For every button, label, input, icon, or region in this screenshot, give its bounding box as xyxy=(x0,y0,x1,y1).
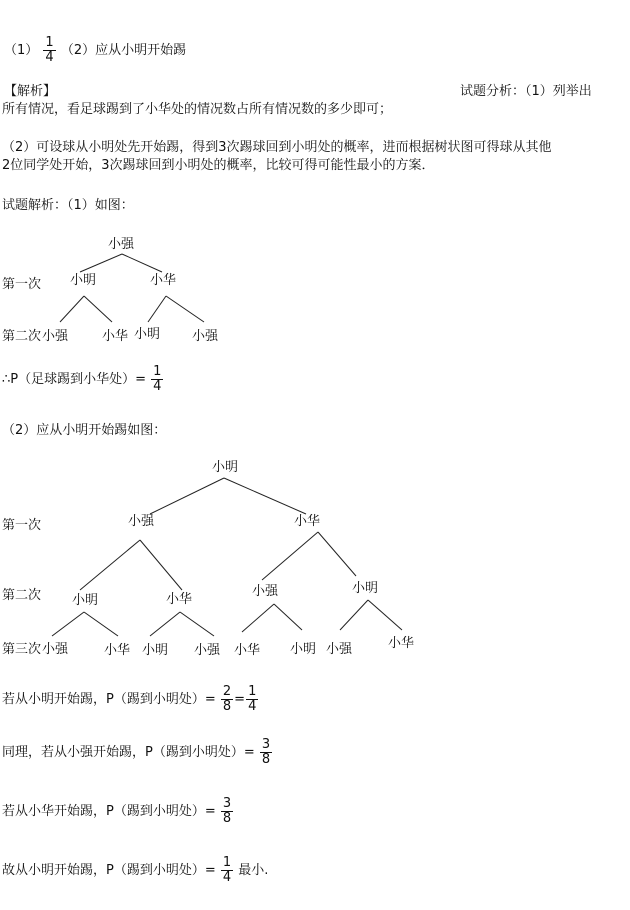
tree2-node: 小明 xyxy=(72,593,99,608)
fraction-denominator: 4 xyxy=(222,870,232,885)
tree-diagram-2-lines xyxy=(0,470,630,670)
tree2-row-label: 第二次 xyxy=(2,588,42,603)
result-fraction xyxy=(221,856,233,885)
tree2-node: 小明 xyxy=(142,643,169,658)
fraction-numerator: 1 xyxy=(248,684,257,699)
tree2-node: 小华 xyxy=(104,643,131,658)
fraction-denominator: 4 xyxy=(248,699,257,714)
answer-fraction xyxy=(43,36,55,65)
tree1-row-label: 第二次 xyxy=(2,329,42,344)
result-conclusion: 最小. xyxy=(238,863,269,878)
result-line-3 xyxy=(2,797,234,826)
fraction-denominator: 8 xyxy=(261,752,271,767)
fraction-denominator: 4 xyxy=(45,50,54,65)
tree2-node: 小明 xyxy=(290,642,317,657)
fraction-denominator: 4 xyxy=(153,379,162,394)
answer-line xyxy=(4,36,186,65)
probability-text: ∴P（足球踢到小华处）= xyxy=(2,372,147,387)
tree2-node: 小华 xyxy=(294,514,321,529)
solution-title: 试题解析：（1）如图： xyxy=(2,198,134,213)
tree2-node: 小强 xyxy=(326,642,353,657)
tree2-node: 小华 xyxy=(234,643,261,658)
fraction-numerator: 3 xyxy=(222,796,232,811)
result-line-2 xyxy=(2,738,273,767)
tree1-root: 小强 xyxy=(108,237,135,252)
part2-title: （2）应从小明开始踢如图： xyxy=(2,423,167,438)
tree2-node: 小明 xyxy=(352,581,379,596)
fraction-numerator: 2 xyxy=(222,684,232,699)
analysis-line: 所有情况，看足球踢到了小华处的情况数占所有情况数的多少即可； xyxy=(2,102,393,117)
fraction-numerator: 1 xyxy=(222,855,232,870)
tree2-node: 小强 xyxy=(252,584,279,599)
tree1-node: 小华 xyxy=(102,329,129,344)
fraction-numerator: 1 xyxy=(153,364,162,379)
tree1-node: 小强 xyxy=(192,329,219,344)
fraction-denominator: 8 xyxy=(222,811,232,826)
result-text: 故从小明开始踢，P（踢到小明处）= xyxy=(2,863,216,878)
tree2-root: 小明 xyxy=(212,460,239,475)
result-fraction xyxy=(246,685,258,714)
fraction-denominator: 8 xyxy=(222,699,232,714)
result-fraction xyxy=(260,738,272,767)
tree2-node: 小强 xyxy=(128,514,155,529)
fraction-numerator: 1 xyxy=(45,35,54,50)
result-line-4 xyxy=(2,856,268,885)
result-text: 若从小华开始踢，P（踢到小明处）= xyxy=(2,804,216,819)
answer-part2: （2）应从小明开始踢 xyxy=(60,43,187,58)
tree2-node: 小强 xyxy=(194,643,221,658)
result-fraction xyxy=(221,685,233,714)
tree1-node: 小明 xyxy=(134,327,161,342)
tree2-row-label: 第三次 xyxy=(2,642,42,657)
tree2-node: 小强 xyxy=(42,642,69,657)
tree1-row-label: 第一次 xyxy=(2,277,42,292)
equals-sign: = xyxy=(234,692,246,707)
probability-line-1 xyxy=(2,365,164,394)
tree2-node: 小华 xyxy=(166,592,193,607)
tree1-node: 小明 xyxy=(70,273,97,288)
result-text: 若从小明开始踢，P（踢到小明处）= xyxy=(2,692,216,707)
analysis-intro: 试题分析：（1）列举出 xyxy=(460,84,592,99)
probability-fraction xyxy=(151,365,163,394)
answer-part1-label: （1） xyxy=(4,43,39,58)
fraction-numerator: 3 xyxy=(261,737,271,752)
result-fraction xyxy=(221,797,233,826)
analysis-line: （2）可设球从小明处先开始踢，得到3次踢球回到小明处的概率，进而根据树状图可得球从其他 xyxy=(2,140,552,155)
tree2-row-label: 第一次 xyxy=(2,518,42,533)
tree1-node: 小华 xyxy=(150,273,177,288)
result-line-1 xyxy=(2,685,259,714)
analysis-line: 2位同学处开始，3次踢球回到小明处的概率，比较可得可能性最小的方案． xyxy=(2,158,435,173)
result-text: 同理，若从小强开始踢，P（踢到小明处）= xyxy=(2,745,255,760)
tree-diagram-1-lines xyxy=(0,230,630,360)
analysis-header: 【解析】 xyxy=(4,84,57,99)
tree2-node: 小华 xyxy=(388,636,415,651)
tree1-node: 小强 xyxy=(42,329,69,344)
